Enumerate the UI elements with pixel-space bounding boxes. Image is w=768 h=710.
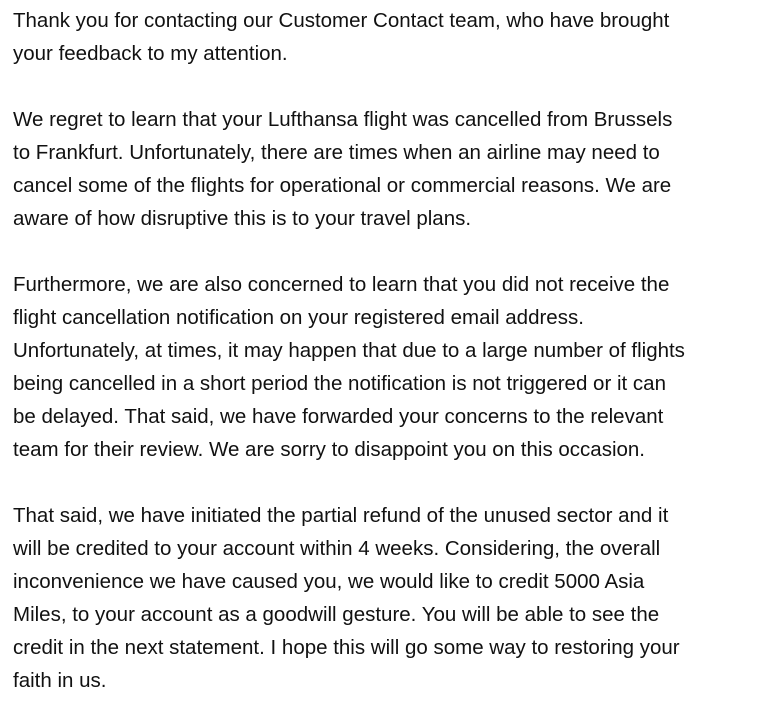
paragraph-refund <box>13 499 756 697</box>
text-line: Thank you for contacting our Customer Contact team, who have brought <box>13 9 670 32</box>
text-line: being cancelled in a short period the notification is not triggered or it can <box>13 372 666 395</box>
text-line: your feedback to my attention. <box>13 42 288 65</box>
text-line: inconvenience we have caused you, we would like to credit 5000 Asia <box>13 570 645 593</box>
text-line: Furthermore, we are also concerned to learn that you did not receive the <box>13 273 670 296</box>
text-line: to Frankfurt. Unfortunately, there are times when an airline may need to <box>13 141 660 164</box>
text-line: That said, we have initiated the partial refund of the unused sector and it <box>13 504 669 527</box>
text-line: Miles, to your account as a goodwill gesture. You will be able to see the <box>13 603 660 626</box>
paragraph-notification <box>13 268 756 466</box>
text-line: cancel some of the flights for operational or commercial reasons. We are <box>13 174 672 197</box>
text-line: flight cancellation notification on your registered email address. <box>13 306 584 329</box>
text-line: faith in us. <box>13 669 107 692</box>
text-line: credit in the next statement. I hope this will go some way to restoring your <box>13 636 680 659</box>
text-line: Unfortunately, at times, it may happen that due to a large number of flights <box>13 339 685 362</box>
text-line: We regret to learn that your Lufthansa flight was cancelled from Brussels <box>13 108 673 131</box>
text-line: be delayed. That said, we have forwarded your concerns to the relevant <box>13 405 664 428</box>
paragraph-cancellation <box>13 103 756 235</box>
paragraph-intro <box>13 4 756 70</box>
text-line: aware of how disruptive this is to your travel plans. <box>13 207 472 230</box>
text-line: will be credited to your account within 4 weeks. Considering, the overall <box>13 537 661 560</box>
text-line: team for their review. We are sorry to disappoint you on this occasion. <box>13 438 646 461</box>
